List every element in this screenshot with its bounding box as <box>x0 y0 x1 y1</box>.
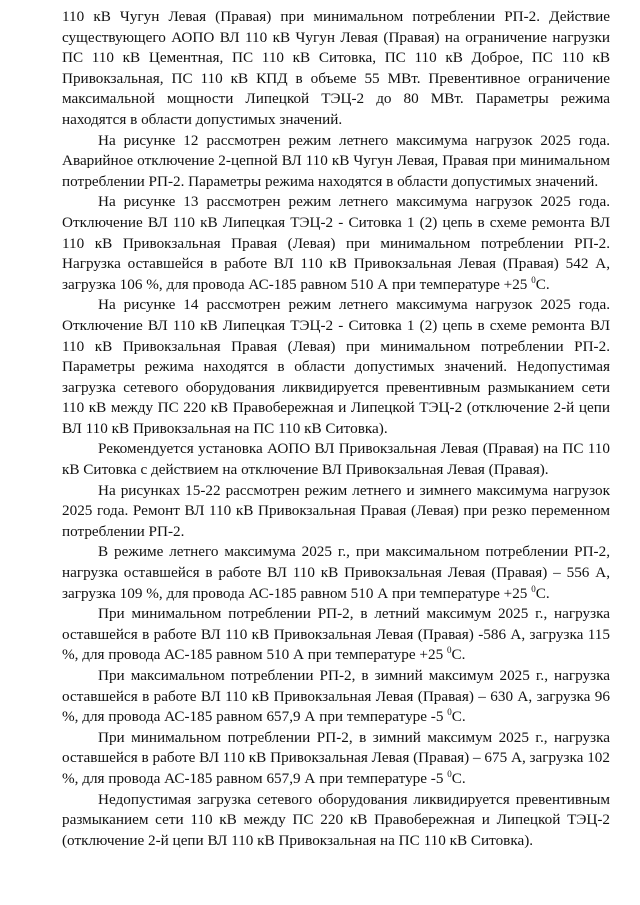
paragraph-2: На рисунке 12 рассмотрен режим летнего максимума нагрузок 2025 года. Аварийное отключение 2-цепной ВЛ 110 кВ Чугун Левая, Правая при минимальном потреблении РП-2. Параметры режима находятся в области допустимых значений. <box>62 131 610 190</box>
degree-mark: 0 <box>531 583 536 594</box>
celsius-unit: С. <box>535 275 550 293</box>
degree-mark: 0 <box>531 274 536 285</box>
paragraph-3 <box>62 192 610 295</box>
paragraph-10 <box>62 728 610 790</box>
document-page <box>62 7 610 851</box>
paragraph-10-text: При минимальном потреблении РП-2, в зимний максимум 2025 г., нагрузка оставшейся в работе ВЛ 110 кВ Привокзальная Левая (Правая) – 675 А, загрузка 102 %, для провода АС-185 равном 657,9 А при температуре -5 <box>62 728 610 787</box>
celsius-unit: С. <box>451 708 466 726</box>
paragraph-9 <box>62 666 610 728</box>
paragraph-7 <box>62 542 610 604</box>
degree-mark: 0 <box>447 768 452 779</box>
degree-mark: 0 <box>446 645 452 656</box>
paragraph-7-text: В режиме летнего максимума 2025 г., при максимальном потреблении РП-2, нагрузка оставшейся в работе ВЛ 110 кВ Привокзальная Левая (Правая) – 556 А, загрузка 109 %, для провода АС-185 равном 510 А при температуре +25 <box>62 543 610 602</box>
celsius-unit: С. <box>451 646 466 664</box>
paragraph-6: На рисунках 15-22 рассмотрен режим летнего и зимнего максимума нагрузок 2025 года. Ремонт ВЛ 110 кВ Привокзальная Правая (Левая) при резко переменном потреблении РП-2. <box>62 481 610 540</box>
paragraph-11: Недопустимая загрузка сетевого оборудования ликвидируется превентивным размыканием сети 110 кВ между ПС 220 кВ Правобережная и Липецкой ТЭЦ-2 (отключение 2-й цепи ВЛ 110 кВ Привокзальная на ПС 110 кВ Ситовка). <box>62 790 610 849</box>
paragraph-4: На рисунке 14 рассмотрен режим летнего максимума нагрузок 2025 года. Отключение ВЛ 110 кВ Липецкая ТЭЦ-2 - Ситовка 1 (2) цепь в схеме ремонта ВЛ 110 кВ Привокзальная Правая (Левая) при минимальном потреблении РП-2. Параметры режима находятся в области допустимых значений. Недопустимая загрузка сетевого оборудования ликвидируется превентивным размыканием сети 110 кВ между ПС 220 кВ Правобережная и Липецкой ТЭЦ-2 (отключение 2-й цепи ВЛ 110 кВ Привокзальная на ПС 110 кВ Ситовка). <box>62 296 610 437</box>
paragraph-9-text: При максимальном потреблении РП-2, в зимний максимум 2025 г., нагрузка оставшейся в работе ВЛ 110 кВ Привокзальная Левая (Правая) – 630 А, загрузка 96 %, для провода АС-185 равном 657,9 А при температуре -5 <box>62 667 610 726</box>
celsius-unit: С. <box>535 584 550 602</box>
paragraph-3-text: На рисунке 13 рассмотрен режим летнего максимума нагрузок 2025 года. Отключение ВЛ 110 кВ Липецкая ТЭЦ-2 - Ситовка 1 (2) цепь в схеме ремонта ВЛ 110 кВ Привокзальная Правая (Левая) при минимальном потреблении РП-2. Нагрузка оставшейся в работе ВЛ 110 кВ Привокзальная Левая (Правая) 542 А, загрузка 106 %, для провода АС-185 равном 510 А при температуре +25 <box>62 193 610 293</box>
paragraph-8 <box>62 604 610 666</box>
paragraph-5: Рекомендуется установка АОПО ВЛ Привокзальная Левая (Правая) на ПС 110 кВ Ситовка с действием на отключение ВЛ Привокзальная Левая (Правая). <box>62 440 610 479</box>
celsius-unit: С. <box>451 769 466 787</box>
paragraph-1: 110 кВ Чугун Левая (Правая) при минимальном потреблении РП-2. Действие существующего АОПО ВЛ 110 кВ Чугун Левая (Правая) на ограничение нагрузки ПС 110 кВ Цементная, ПС 110 кВ Ситовка, ПС 110 кВ Доброе, ПС 110 кВ Привокзальная, ПС 110 кВ КПД в объеме 55 МВт. Превентивное ограничение максимальной мощности Липецкой ТЭЦ-2 до 80 МВт. Параметры режима находятся в области допустимых значений. <box>62 8 610 128</box>
degree-mark: 0 <box>447 707 452 718</box>
paragraph-8-text: При минимальном потреблении РП-2, в летний максимум 2025 г., нагрузка оставшейся в работе ВЛ 110 кВ Привокзальная Левая (Правая) -586 А, загрузка 115 %, для провода АС-185 равном 510 А при температуре +25 <box>62 605 610 664</box>
